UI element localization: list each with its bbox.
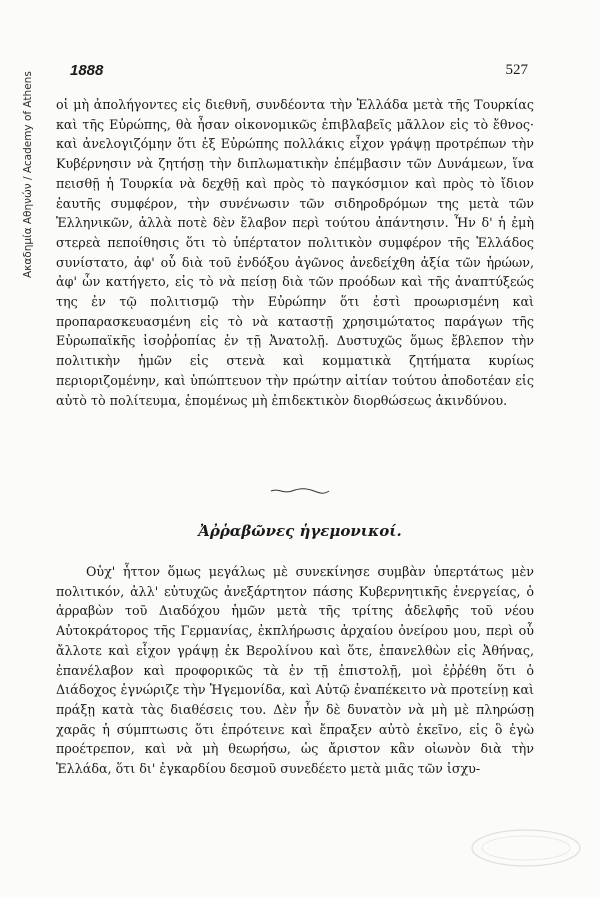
section-title: Ἀῤῥαβῶνες ἡγεμονικοί.	[198, 522, 402, 540]
academy-watermark	[8, 40, 34, 280]
library-stamp-watermark	[470, 828, 582, 868]
watermark-text: Ακαδημία Αθηνών / Academy of Athens	[22, 71, 34, 278]
paragraph-2: Οὐχ' ἧττον ὅμως μεγάλως μὲ συνεκίνησε συμβὰν ὑπερτάτως μὲν πολιτικόν, ἀλλ' εὐτυχῶς ἀνεξάρτητον πάσης Κυβερνητικῆς ἐνεργείας, ὁ ἀρραβὼν τοῦ Διαδόχου ἡμῶν μετὰ τῆς τρίτης ἀδελφῆς τοῦ νέου Αὐτοκράτορος τῆς Γερμανίας, ἐκπλήρωσις ἀρχαίου ὀνείρου μου, περὶ οὗ ἄλλοτε καὶ εἶχον γράψῃ ἐκ Βερολίνου καὶ ὅτε, ἐπανελθὼν εἰς Ἀθήνας, ἐπανέλαβον καὶ προφορικῶς τὰ ἐν τῇ ἐπιστολῇ, μοὶ ἐῤῥέθη ὅτι ὁ Διάδοχος ἐγνώριζε τὴν Ἡγεμονίδα, καὶ Αὐτῷ ἐναπέκειτο νὰ προτείνῃ καὶ πράξῃ κατὰ τὰς διαθέσεις του. Δὲν ἦν δὲ δυνατὸν νὰ μὴ μὲ πληρώσῃ χαρᾶς ἡ σύμπτωσις ὅτι ἐπρότεινε καὶ ἔπραξεν αὐτὸ ἐκεῖνο, εἰς ὃ ἐγὼ προέτρεπον, καὶ νὰ μὴ θεωρήσω, ὡς ἄριστον κἂν οἰωνὸν διὰ τὴν Ἑλλάδα, ὅτι δι' ἐγκαρδίου δεσμοῦ συνεδέετο μετὰ μιᾶς τῶν ἰσχυ-	[56, 564, 534, 777]
section-divider	[270, 488, 330, 494]
paragraph-1: οἱ μὴ ἀπολήγοντες εἰς διεθνῆ, συνδέοντα τὴν Ἑλλάδα μετὰ τῆς Τουρκίας καὶ τῆς Εὐρώπης, θὰ ἦσαν οἰκονομικῶς ἐπιβλαβεῖς μᾶλλον εἰς τὸ ἔθνος· καὶ ἀνελογιζόμην ὅτι ἐξ Εὐρώπης πολλάκις εἶχον γράψῃ προτρέπων τὴν Κυβέρνησιν νὰ ζητήσῃ τὴν διπλωματικὴν ἐπέμβασιν τῶν Δυνάμεων, ἵνα πεισθῇ ἡ Τουρκία νὰ δεχθῇ καὶ πρὸς τὸ παγκόσμιον καὶ πρὸς τὸ ἴδιον ἑαυτῆς συμφέρον, τὴν συνένωσιν τῶν σιδηροδρόμων της μετὰ τῶν Ἑλληνικῶν, ἀλλὰ ποτὲ δὲν ἔλαβον περὶ τούτου ἀπάντησιν. Ἦν δ' ἡ ἐμὴ στερεὰ πεποίθησις ὅτι τὸ ὑπέρτατον πολιτικὸν συμφέρον τῆς Ἑλλάδος συνίστατο, ἀφ' οὗ διὰ τοῦ ἐνδόξου ἀγῶνος ἀνεδείχθη ἀξία τῶν ἡρώων, ἀφ' ὧν κατήγετο, εἰς τὸ νὰ πείσῃ διὰ τῶν προόδων καὶ τῆς ἀναπτύξεώς της ἐν τῷ πολιτισμῷ τὴν Εὐρώπην ὅτι ἐστὶ προωρισμένη καὶ προπαρασκευασμένη εἰς τὸ νὰ καταστῇ χρησιμώτατος παράγων τῆς Εὐρωπαϊκῆς ἰσοῤῥοπίας ἐν τῇ Ἀνατολῇ. Δυστυχῶς ὅμως ἔβλεπον τὴν πολιτικὴν ἡμῶν εἰς στενὰ καὶ κομματικὰ ζητήματα κυρίως περιοριζομένην, καὶ ὑπώπτευον τὴν πρώτην αἰτίαν τούτου ἀποδοτέαν εἰς αὐτὸ τὸ πολίτευμα, ἑπομένως μὴ ἐπιδεκτικὸν διορθώσεως ἀκινδύνου.	[56, 97, 534, 408]
page-number: 527	[505, 62, 528, 78]
header-year: 1888	[70, 62, 104, 79]
page-header	[70, 62, 528, 82]
